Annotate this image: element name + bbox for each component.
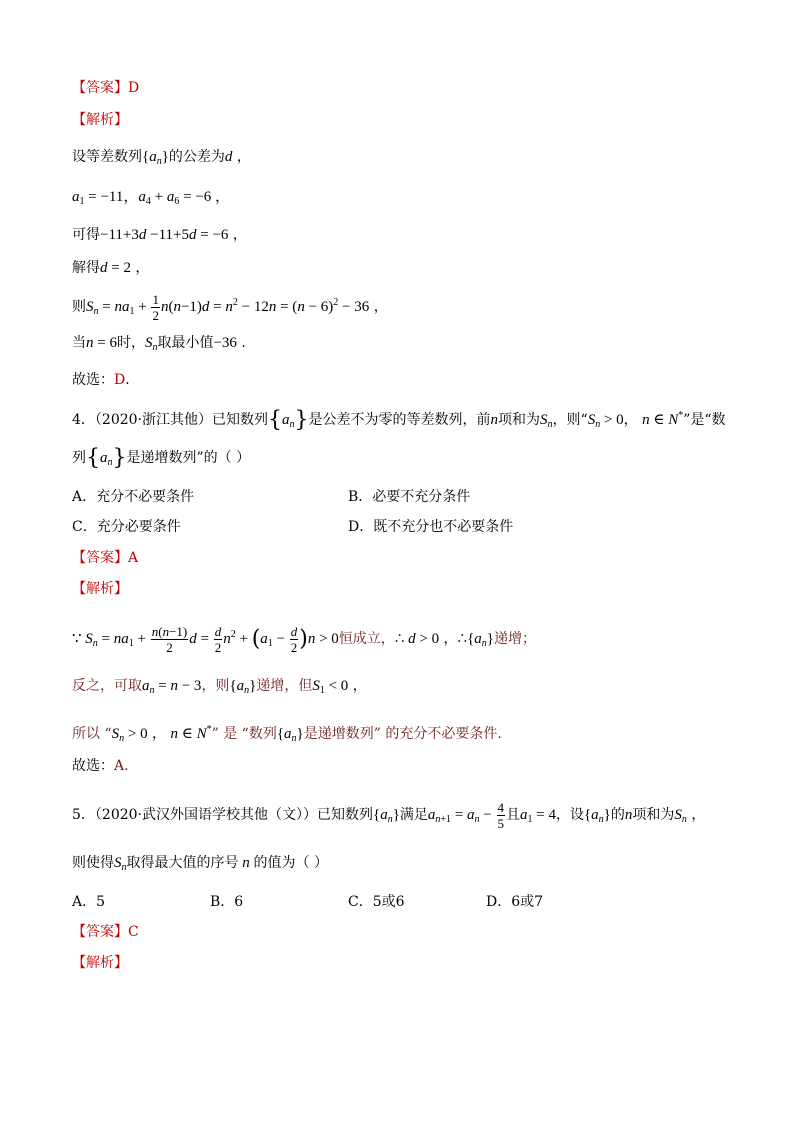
question-5-line-2: 则使得$S_n$取得最大值的序号 n 的值为（ ） [72,855,328,873]
jiexi-label-4: 【解析】 [72,581,128,597]
answer-line-3 [72,78,139,98]
option-c[interactable]: C．5或6 [348,894,405,910]
question-4-line-1: 4．（2020·浙江其他）已知数列$\{a_n\}$是公差不为零的等差数列，前n项和为$S_n$，则“$S_n > 0$， n ∈ N*”是“数 [72,407,726,433]
option-a[interactable]: A．5 [72,894,106,910]
q4-solution-line-1: ∵ $S_n = na_1$ + $\frac{n(n-1)}{2}$ d = $\frac{d}{2}$ $n^2 + (a_1$ − $\frac{d}{2}$ )n > 0恒成立，∴ d > 0 ，$\therefore\{a_n\}$递增； [72,624,536,655]
question-source: （2020·浙江其他） [94,412,213,428]
answer-line-4: 【答案】A [72,550,139,566]
question-number: 4． [72,412,95,428]
option-c[interactable]: C．充分必要条件 [72,519,181,535]
option-b[interactable]: B．6 [210,894,244,910]
answer-label: 【答案】 [72,80,128,96]
solution-line-3: 可得−11+3d −11+5d = −6 ， [72,227,247,243]
answer-line-5: 【答案】C [72,924,139,940]
guxuan-line-3: 故选：D． [72,372,140,388]
question-5-line-1: 5．（2020·武汉外国语学校其他（文））已知数列$\{a_n\}$满足$a_{n+1} = a_n$ − $\frac{4}{5}$ 且$a_1 = 4$，设$\{a_n\}$的n项和为$S_n$ ， [72,800,706,831]
solution-line-5: 则$S_n = na_1$ + $\frac{1}{2}$ $n(n-1)d = n^2 - 12n = (n - 6)^2 - 36$ ， [72,292,388,323]
question-4-line-2: 列$\{a_n\}$是递增数列”的（ ） [72,445,251,471]
option-d[interactable]: D．6或7 [486,894,544,910]
option-a[interactable]: A．充分不必要条件 [72,489,195,505]
guxuan-line-4: 故选：A. [72,758,129,774]
q4-solution-line-3: 所以 “$S_n > 0$ ， n ∈ N*” 是 “数列$\{a_n\}$是递增数列” 的充分不必要条件. [72,724,502,744]
solution-line-1: 设等差数列$\{a_n\}$的公差为d ， [72,149,251,167]
option-d[interactable]: D．既不充分也不必要条件 [348,519,514,535]
answer-value: D [128,80,140,96]
q4-solution-line-2: 反之，可取$a_n = n - 3$，则$\{a_n\}$递增，但$S_1 < 0$ ， [72,678,367,696]
jiexi-label: 【解析】 [72,112,128,128]
option-b[interactable]: B．必要不充分条件 [348,489,471,505]
solution-line-2: $a_1 = -11$，$a_4 + a_6 = -6$ ， [72,189,231,207]
jiexi-label-5: 【解析】 [72,955,128,971]
solution-line-4: 解得d = 2 ， [72,260,150,276]
solution-line-6: 当n = 6时，$S_n$取最小值−36 . [72,335,246,353]
